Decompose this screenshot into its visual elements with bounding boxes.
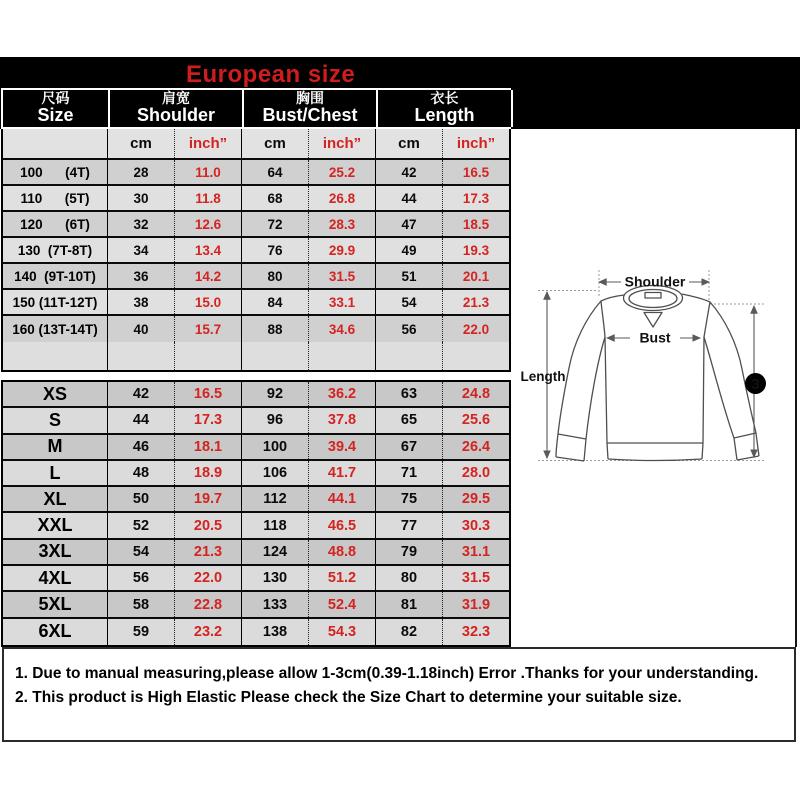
shoulder-arrow-label: Shoulder <box>624 273 686 290</box>
bust-inch: 31.5 <box>309 264 376 288</box>
bust-cm: 80 <box>242 264 309 288</box>
shoulder-inch: 22.0 <box>175 566 242 590</box>
unit-bust-inch: inch” <box>309 129 376 158</box>
bust-inch: 52.4 <box>309 592 376 616</box>
size-label: 140 (9T-10T) <box>3 264 108 288</box>
length-cm: 77 <box>376 513 443 537</box>
bust-cm: 133 <box>242 592 309 616</box>
shoulder-inch: 15.0 <box>175 290 242 314</box>
length-inch: 31.1 <box>461 543 491 560</box>
shoulder-cm: 40 <box>108 316 175 342</box>
bust-inch: 33.1 <box>309 290 376 314</box>
table-row <box>3 540 509 566</box>
adults-rows <box>1 380 511 647</box>
length-inch: 28.0 <box>461 465 491 482</box>
size-label: XL <box>3 487 108 511</box>
size-label: 110 (5T) <box>3 186 108 210</box>
bust-cm: 88 <box>242 316 309 342</box>
length-cm: 42 <box>376 160 443 184</box>
size-label: XS <box>3 382 108 406</box>
table-row <box>3 264 509 290</box>
size-label: 160 (13T-14T) <box>3 316 108 342</box>
shoulder-cm: 28 <box>108 160 175 184</box>
size-label: 4XL <box>3 566 108 590</box>
bust-cm: 76 <box>242 238 309 262</box>
size-label: 100 (4T) <box>3 160 108 184</box>
unit-blank-cell <box>3 129 108 158</box>
shoulder-cm: 36 <box>108 264 175 288</box>
kids-size-block <box>1 129 511 372</box>
bust-inch: 39.4 <box>309 435 376 459</box>
shoulder-inch: 16.5 <box>175 382 242 406</box>
col-header-shoulder-zh: 肩宽 <box>162 90 190 106</box>
shoulder-inch: 19.7 <box>175 487 242 511</box>
bust-cm: 138 <box>242 619 309 645</box>
length-cm: 75 <box>376 487 443 511</box>
col-header-bust-zh: 胸围 <box>296 90 324 106</box>
size-label: M <box>3 435 108 459</box>
bust-cm: 68 <box>242 186 309 210</box>
kids-rows <box>3 160 509 342</box>
table-row <box>3 408 509 434</box>
table-row <box>3 186 509 212</box>
table-row <box>3 566 509 592</box>
col-header-bust <box>244 90 378 127</box>
shoulder-cm: 58 <box>108 592 175 616</box>
bust-inch: 36.2 <box>309 382 376 406</box>
table-row <box>3 619 509 645</box>
shoulder-inch: 17.3 <box>175 408 242 432</box>
bust-inch: 28.3 <box>309 212 376 236</box>
bust-cm: 96 <box>242 408 309 432</box>
size-label: L <box>3 461 108 485</box>
shoulder-cm: 48 <box>108 461 175 485</box>
col-header-shoulder-en: Shoulder <box>136 104 215 125</box>
unit-header-row <box>3 129 509 160</box>
shoulder-cm: 59 <box>108 619 175 645</box>
bust-cm: 124 <box>242 540 309 564</box>
shoulder-cm: 52 <box>108 513 175 537</box>
bust-cm: 130 <box>242 566 309 590</box>
col-header-length <box>378 90 513 127</box>
col-header-length-zh: 衣长 <box>430 90 459 106</box>
table-row <box>3 316 509 342</box>
shoulder-cm: 30 <box>108 186 175 210</box>
size-label: 130 (7T-8T) <box>3 238 108 262</box>
table-row <box>3 487 509 513</box>
shoulder-inch: 12.6 <box>175 212 242 236</box>
length-cm: 65 <box>376 408 443 432</box>
length-arrow-label: Length <box>520 369 566 384</box>
note-line-1: 1. Due to manual measuring,please allow 1-3cm(0.39-1.18inch) Error .Thanks for your understanding. <box>15 665 759 682</box>
bust-inch: 51.2 <box>309 566 376 590</box>
shoulder-cm: 42 <box>108 382 175 406</box>
bust-inch: 41.7 <box>309 461 376 485</box>
shoulder-cm: 56 <box>108 566 175 590</box>
shoulder-cm: 34 <box>108 238 175 262</box>
table-header-row <box>1 88 511 129</box>
table-row <box>3 160 509 186</box>
col-header-bust-en: Bust/Chest <box>262 104 358 125</box>
shoulder-inch: 11.0 <box>175 160 242 184</box>
shoulder-inch: 21.3 <box>175 540 242 564</box>
bust-cm: 112 <box>242 487 309 511</box>
shoulder-inch: 11.8 <box>175 186 242 210</box>
bust-cm: 118 <box>242 513 309 537</box>
bust-inch: 44.1 <box>309 487 376 511</box>
length-cm: 47 <box>376 212 443 236</box>
length-cm: 49 <box>376 238 443 262</box>
size-label: XXL <box>3 513 108 537</box>
length-inch: 31.5 <box>461 570 491 587</box>
spacer-row <box>3 342 509 370</box>
length-cm: 82 <box>376 619 443 645</box>
length-inch: 19.3 <box>462 242 490 258</box>
length-cm: 56 <box>376 316 443 342</box>
bust-cm: 106 <box>242 461 309 485</box>
length-inch: 30.3 <box>461 517 491 534</box>
unit-bust-cm: cm <box>242 129 309 158</box>
badge-3-icon <box>745 373 766 394</box>
sweater-outline <box>556 286 759 462</box>
shoulder-inch: 15.7 <box>175 316 242 342</box>
bust-inch: 46.5 <box>309 513 376 537</box>
length-inch: 29.5 <box>461 491 491 508</box>
length-inch: 24.8 <box>461 386 491 403</box>
bust-inch: 34.6 <box>309 316 376 342</box>
size-label: 5XL <box>3 592 108 616</box>
unit-shoulder-cm: cm <box>108 129 175 158</box>
shoulder-inch: 14.2 <box>175 264 242 288</box>
length-cm: 79 <box>376 540 443 564</box>
length-cm: 81 <box>376 592 443 616</box>
table-row <box>3 238 509 264</box>
size-label: 150 (11T-12T) <box>3 290 108 314</box>
shoulder-inch: 22.8 <box>175 592 242 616</box>
length-cm: 67 <box>376 435 443 459</box>
bust-inch: 37.8 <box>309 408 376 432</box>
notes-box <box>2 647 796 742</box>
table-row <box>3 461 509 487</box>
bust-cm: 64 <box>242 160 309 184</box>
length-cm: 44 <box>376 186 443 210</box>
size-label: 120 (6T) <box>3 212 108 236</box>
shoulder-inch: 20.5 <box>175 513 242 537</box>
col-header-length-en: Length <box>414 104 475 125</box>
length-inch: 21.3 <box>462 294 490 310</box>
shoulder-cm: 32 <box>108 212 175 236</box>
table-row <box>3 592 509 618</box>
bust-cm: 92 <box>242 382 309 406</box>
sweater-measurement-diagram <box>510 238 800 473</box>
length-cm: 54 <box>376 290 443 314</box>
length-inch: 31.9 <box>461 596 491 613</box>
size-label: 6XL <box>3 619 108 645</box>
col-header-size-en: Size <box>37 104 74 125</box>
length-inch: 16.5 <box>462 164 490 180</box>
length-inch: 32.3 <box>461 623 491 640</box>
bust-inch: 26.8 <box>309 186 376 210</box>
shoulder-cm: 46 <box>108 435 175 459</box>
bust-inch: 54.3 <box>309 619 376 645</box>
length-inch: 26.4 <box>461 438 491 455</box>
bust-inch: 25.2 <box>309 160 376 184</box>
unit-shoulder-inch: inch” <box>175 129 242 158</box>
length-inch: 20.1 <box>462 268 490 284</box>
bust-arrow-label: Bust <box>639 329 671 346</box>
table-row <box>3 212 509 238</box>
note-line-2: 2. This product is High Elastic Please check the Size Chart to determine your suitable size. <box>15 689 682 706</box>
section-gap <box>1 372 511 380</box>
shoulder-cm: 44 <box>108 408 175 432</box>
unit-length-cm: cm <box>376 129 443 158</box>
shoulder-cm: 50 <box>108 487 175 511</box>
badge-3-number: 3 <box>751 376 760 393</box>
col-header-shoulder <box>110 90 244 127</box>
shoulder-inch: 18.9 <box>175 461 242 485</box>
length-cm: 51 <box>376 264 443 288</box>
bust-inch: 29.9 <box>309 238 376 262</box>
bust-cm: 72 <box>242 212 309 236</box>
col-header-size <box>3 90 110 127</box>
page-title: European size <box>186 61 356 88</box>
length-inch: 17.3 <box>462 190 490 206</box>
length-inch: 22.0 <box>462 321 490 337</box>
size-table <box>1 88 511 647</box>
shoulder-inch: 23.2 <box>175 619 242 645</box>
table-row <box>3 290 509 316</box>
shoulder-inch: 18.1 <box>175 435 242 459</box>
length-cm: 80 <box>376 566 443 590</box>
unit-length-inch: inch” <box>456 135 496 152</box>
shoulder-cm: 38 <box>108 290 175 314</box>
bust-cm: 100 <box>242 435 309 459</box>
length-inch: 25.6 <box>461 412 491 429</box>
size-label: S <box>3 408 108 432</box>
bust-inch: 48.8 <box>309 540 376 564</box>
col-header-size-zh: 尺码 <box>41 90 70 106</box>
length-cm: 71 <box>376 461 443 485</box>
shoulder-inch: 13.4 <box>175 238 242 262</box>
length-cm: 63 <box>376 382 443 406</box>
table-row <box>3 513 509 539</box>
size-label: 3XL <box>3 540 108 564</box>
measurement-arrows <box>547 282 754 458</box>
table-row <box>3 382 509 408</box>
bust-cm: 84 <box>242 290 309 314</box>
length-inch: 18.5 <box>462 216 490 232</box>
shoulder-cm: 54 <box>108 540 175 564</box>
table-row <box>3 435 509 461</box>
